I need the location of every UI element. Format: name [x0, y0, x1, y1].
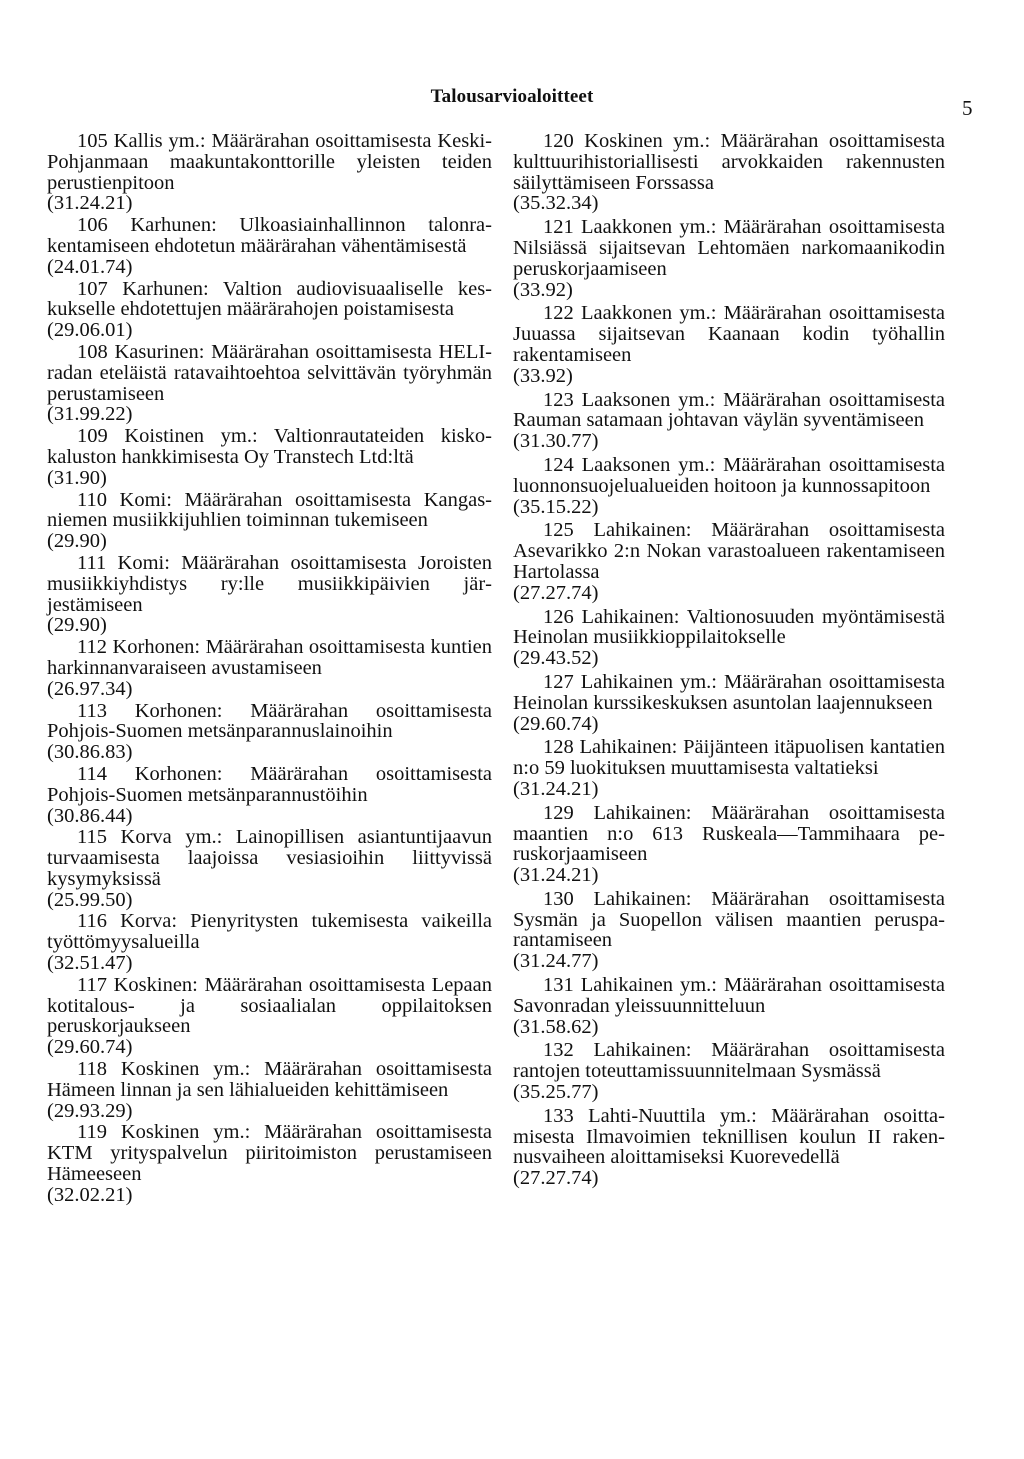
right-column	[513, 131, 945, 1189]
motion-title: 113 Korhonen: Määrärahan osoittamisesta Pohjois-Suomen metsänparannuslainoihin	[47, 699, 492, 743]
budget-item-ref: (29.06.01)	[47, 319, 133, 342]
motion-entry	[513, 455, 945, 517]
motion-title: 120 Koskinen ym.: Määrärahan osoittamisesta kulttuurihistoriallisesti arvokkaiden rakennusten säilyttämiseen Forssassa	[513, 130, 945, 194]
motion-title: 116 Korva: Pienyritysten tukemisesta vaikeilla työttömyysalueilla	[47, 910, 492, 954]
budget-item-ref: (31.24.21)	[513, 864, 599, 887]
motion-title: 131 Lahikainen ym.: Määrärahan osoittamisesta Savonradan yleissuunnitteluun	[513, 974, 945, 1017]
budget-item-ref: (35.32.34)	[513, 192, 599, 215]
motion-title: 109 Koistinen ym.: Valtionrautateiden kiskokaluston hankkimisesta Oy Transtech Ltd:ltä	[47, 425, 492, 468]
budget-item-ref: (31.90)	[47, 466, 107, 489]
motion-title: 110 Komi: Määrärahan osoittamisesta Kangasniemen musiikkijuhlien toiminnan tukemiseen	[47, 488, 492, 532]
budget-item-ref: (33.92)	[513, 364, 573, 387]
page-number: 5	[962, 96, 973, 120]
motion-entry	[513, 131, 945, 214]
budget-item-ref: (25.99.50)	[47, 888, 133, 911]
budget-item-ref: (24.01.74)	[47, 255, 133, 278]
motion-entry	[513, 889, 945, 972]
motion-title: 111 Komi: Määrärahan osoittamisesta Joroisten musiikkiyhdistys ry:lle musiikkipäivien järjestämiseen	[47, 551, 492, 616]
budget-item-ref: (32.02.21)	[47, 1183, 133, 1206]
motion-title: 128 Lahikainen: Päijänteen itäpuolisen kantatien n:o 59 luokituksen muuttamisesta valtatieksi	[513, 736, 945, 780]
motion-entry	[47, 490, 492, 552]
budget-item-ref: (35.25.77)	[513, 1081, 599, 1104]
motion-title: 130 Lahikainen: Määrärahan osoittamisesta Sysmän ja Suopellon välisen maantien perusparantamiseen	[513, 887, 945, 952]
motion-entry	[47, 911, 492, 973]
budget-item-ref: (29.93.29)	[47, 1099, 133, 1122]
motion-entry	[513, 803, 945, 886]
motion-title: 105 Kallis ym.: Määrärahan osoittamisesta Keski-Pohjanmaan maakuntakonttorille yleisten teiden perustienpitoon	[47, 130, 492, 194]
budget-item-ref: (32.51.47)	[47, 952, 133, 975]
motion-title: 112 Korhonen: Määrärahan osoittamisesta kuntien harkinnanvaraiseen avustamiseen	[47, 636, 492, 679]
motion-entry	[47, 131, 492, 214]
budget-item-ref: (29.43.52)	[513, 647, 599, 670]
motion-entry	[47, 637, 492, 699]
motion-title: 114 Korhonen: Määrärahan osoittamisesta Pohjois-Suomen metsänparannustöihin	[47, 762, 492, 806]
motion-entry	[47, 279, 492, 341]
budget-item-ref: (29.60.74)	[47, 1036, 133, 1059]
budget-item-ref: (31.58.62)	[513, 1015, 599, 1038]
motion-entry	[513, 607, 945, 669]
motion-entry	[47, 975, 492, 1058]
motion-entry	[513, 1106, 945, 1189]
motion-title: 117 Koskinen: Määrärahan osoittamisesta Lepaan kotitalous- ja sosiaalialan oppilaitoksen peruskorjaukseen	[47, 973, 492, 1038]
motion-title: 118 Koskinen ym.: Määrärahan osoittamisesta Hämeen linnan ja sen lähialueiden kehittämiseen	[47, 1058, 492, 1101]
budget-item-ref: (31.24.21)	[513, 777, 599, 800]
motion-entry	[513, 303, 945, 386]
budget-item-ref: (29.60.74)	[513, 712, 599, 735]
motion-entry	[513, 737, 945, 799]
budget-item-ref: (30.86.44)	[47, 804, 133, 827]
motion-entry	[513, 520, 945, 603]
budget-item-ref: (26.97.34)	[47, 677, 133, 700]
motion-entry	[47, 426, 492, 488]
motion-title: 127 Lahikainen ym.: Määrärahan osoittamisesta Heinolan kurssikeskuksen asuntolan laajennukseen	[513, 670, 945, 714]
motion-entry	[513, 672, 945, 734]
motion-entry	[513, 390, 945, 452]
budget-item-ref: (29.90)	[47, 530, 107, 553]
motion-title: 122 Laakkonen ym.: Määrärahan osoittamisesta Juuassa sijaitsevan Kaanaan kodin työhallin rakentamiseen	[513, 302, 945, 366]
motion-title: 106 Karhunen: Ulkoasiainhallinnon talonrakentamiseen ehdotetun määrärahan vähentämisestä	[47, 214, 492, 257]
motion-title: 115 Korva ym.: Lainopillisen asiantuntijaavun turvaamisesta laajoissa vesiasioihin liittyvissä kysymyksissä	[47, 826, 492, 890]
motion-title: 123 Laaksonen ym.: Määrärahan osoittamisesta Rauman satamaan johtavan väylän syventämiseen	[513, 388, 945, 432]
motion-entry	[513, 217, 945, 300]
budget-item-ref: (27.27.74)	[513, 1167, 599, 1190]
motion-entry	[47, 342, 492, 425]
motion-title: 121 Laakkonen ym.: Määrärahan osoittamisesta Nilsiässä sijaitsevan Lehtomäen narkomaanikodin peruskorjaamiseen	[513, 216, 945, 280]
running-head: Talousarvioaloitteet	[430, 86, 594, 107]
motion-entry	[47, 764, 492, 826]
motion-title: 129 Lahikainen: Määrärahan osoittamisesta maantien n:o 613 Ruskeala—Tammihaara peruskorjaamiseen	[513, 801, 945, 866]
motion-entry	[47, 1059, 492, 1121]
motion-title: 107 Karhunen: Valtion audiovisuaaliselle keskukselle ehdotettujen määrärahojen poistamisesta	[47, 277, 492, 321]
motion-entry	[47, 553, 492, 636]
motion-entry	[513, 1040, 945, 1102]
motion-title: 132 Lahikainen: Määrärahan osoittamisesta rantojen toteuttamissuunnitelmaan Sysmässä	[513, 1039, 945, 1083]
budget-item-ref: (27.27.74)	[513, 581, 599, 604]
motion-title: 125 Lahikainen: Määrärahan osoittamisesta Asevarikko 2:n Nokan varastoalueen rakentamiseen Hartolassa	[513, 519, 945, 583]
motion-title: 126 Lahikainen: Valtionosuuden myöntämisestä Heinolan musiikkioppilaitokselle	[513, 605, 945, 649]
motion-title: 124 Laaksonen ym.: Määrärahan osoittamisesta luonnonsuojelualueiden hoitoon ja kunnossapitoon	[513, 453, 945, 497]
motion-title: 133 Lahti-Nuuttila ym.: Määrärahan osoittamisesta Ilmavoimien teknillisen koulun II rakennusvaiheen aloittamiseksi Kuorevedellä	[513, 1104, 945, 1169]
motion-entry	[513, 975, 945, 1037]
budget-item-ref: (31.99.22)	[47, 403, 133, 426]
budget-item-ref: (33.92)	[513, 278, 573, 301]
budget-item-ref: (29.90)	[47, 614, 107, 637]
budget-item-ref: (31.24.21)	[47, 192, 133, 215]
motion-entry	[47, 215, 492, 277]
budget-item-ref: (31.30.77)	[513, 430, 599, 453]
left-column	[47, 131, 492, 1206]
budget-item-ref: (35.15.22)	[513, 495, 599, 518]
motion-title: 119 Koskinen ym.: Määrärahan osoittamisesta KTM yrityspalvelun piiritoimiston perustamiseen Hämeeseen	[47, 1121, 492, 1186]
motion-entry	[47, 701, 492, 763]
budget-item-ref: (30.86.83)	[47, 741, 133, 764]
motion-entry	[47, 1122, 492, 1205]
motion-title: 108 Kasurinen: Määrärahan osoittamisesta HELI-radan eteläistä ratavaihtoehtoa selvittävän työryhmän perustamiseen	[47, 340, 492, 405]
motion-entry	[47, 827, 492, 910]
budget-item-ref: (31.24.77)	[513, 950, 599, 973]
